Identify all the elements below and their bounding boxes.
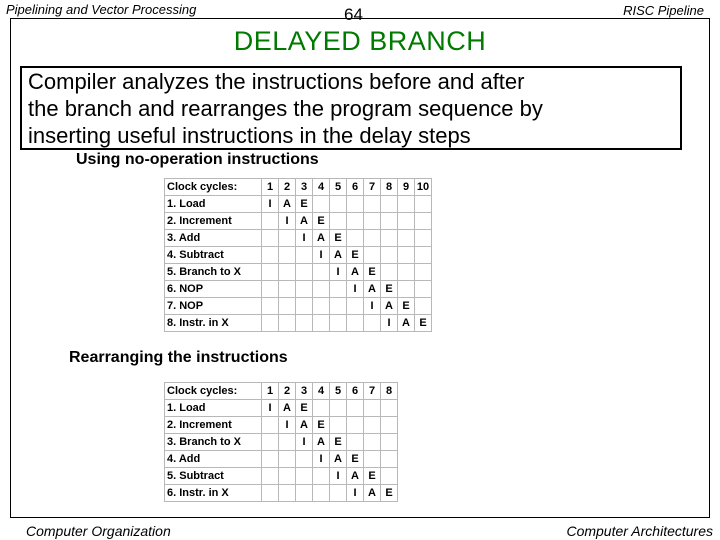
stage-cell — [279, 264, 296, 281]
stage-cell — [313, 196, 330, 213]
cycle-number: 3 — [296, 383, 313, 400]
stage-cell: E — [364, 468, 381, 485]
stage-cell: A — [381, 298, 398, 315]
stage-cell — [381, 213, 398, 230]
stage-cell — [279, 451, 296, 468]
stage-cell — [330, 281, 347, 298]
stage-cell: E — [347, 451, 364, 468]
stage-cell — [296, 264, 313, 281]
instruction-label: 1. Load — [165, 196, 262, 213]
cycle-number: 10 — [415, 179, 432, 196]
footer-left: Computer Organization — [26, 523, 171, 539]
stage-cell — [364, 196, 381, 213]
stage-cell: I — [262, 196, 279, 213]
stage-cell — [279, 468, 296, 485]
cycle-number: 4 — [313, 179, 330, 196]
summary-line-3: inserting useful instructions in the delay steps — [28, 123, 471, 148]
table-row — [165, 434, 398, 451]
stage-cell — [313, 264, 330, 281]
stage-cell: A — [313, 230, 330, 247]
stage-cell — [364, 417, 381, 434]
stage-cell — [381, 247, 398, 264]
cycle-number: 6 — [347, 383, 364, 400]
stage-cell — [313, 468, 330, 485]
instruction-label: 7. NOP — [165, 298, 262, 315]
stage-cell — [262, 485, 279, 502]
table-row — [165, 400, 398, 417]
nop-pipeline-table — [164, 178, 432, 332]
table-header-row — [165, 383, 398, 400]
stage-cell — [398, 247, 415, 264]
stage-cell — [347, 196, 364, 213]
summary-line-1: Compiler analyzes the instructions before and after — [28, 69, 525, 94]
table-row — [165, 196, 432, 213]
cycle-number: 7 — [364, 383, 381, 400]
stage-cell: E — [364, 264, 381, 281]
rearranged-pipeline-table — [164, 382, 398, 502]
stage-cell: E — [330, 230, 347, 247]
cycle-number: 7 — [364, 179, 381, 196]
stage-cell: A — [364, 281, 381, 298]
instruction-label: 6. Instr. in X — [165, 485, 262, 502]
instruction-label: 3. Add — [165, 230, 262, 247]
stage-cell — [279, 298, 296, 315]
stage-cell: A — [398, 315, 415, 332]
header-topic: RISC Pipeline — [623, 3, 704, 18]
stage-cell — [313, 281, 330, 298]
cycle-number: 5 — [330, 179, 347, 196]
stage-cell — [296, 298, 313, 315]
instruction-label: 3. Branch to X — [165, 434, 262, 451]
stage-cell: I — [296, 434, 313, 451]
stage-cell: I — [262, 400, 279, 417]
table-row — [165, 281, 432, 298]
instruction-label: 5. Branch to X — [165, 264, 262, 281]
stage-cell: A — [347, 264, 364, 281]
stage-cell: I — [381, 315, 398, 332]
stage-cell — [313, 315, 330, 332]
clock-cycles-label: Clock cycles: — [165, 383, 262, 400]
table-row — [165, 485, 398, 502]
stage-cell — [347, 417, 364, 434]
cycle-number: 2 — [279, 383, 296, 400]
slide-title: DELAYED BRANCH — [233, 26, 487, 56]
stage-cell — [279, 315, 296, 332]
table-row — [165, 230, 432, 247]
stage-cell — [415, 247, 432, 264]
cycle-number: 5 — [330, 383, 347, 400]
summary-box — [20, 66, 682, 150]
stage-cell — [415, 298, 432, 315]
instruction-label: 6. NOP — [165, 281, 262, 298]
stage-cell — [262, 264, 279, 281]
stage-cell: E — [415, 315, 432, 332]
stage-cell — [262, 281, 279, 298]
stage-cell: E — [313, 417, 330, 434]
clock-cycles-label: Clock cycles: — [165, 179, 262, 196]
stage-cell — [381, 264, 398, 281]
nop-section-heading: Using no-operation instructions — [76, 151, 319, 168]
table-row — [165, 417, 398, 434]
stage-cell — [262, 298, 279, 315]
stage-cell: A — [330, 451, 347, 468]
stage-cell — [262, 468, 279, 485]
stage-cell — [313, 400, 330, 417]
stage-cell — [381, 417, 398, 434]
table-header-row — [165, 179, 432, 196]
stage-cell: E — [296, 196, 313, 213]
stage-cell: I — [330, 264, 347, 281]
stage-cell: I — [313, 247, 330, 264]
stage-cell — [279, 247, 296, 264]
stage-cell: I — [364, 298, 381, 315]
stage-cell — [347, 213, 364, 230]
stage-cell — [415, 213, 432, 230]
stage-cell — [262, 451, 279, 468]
stage-cell — [364, 451, 381, 468]
stage-cell: A — [364, 485, 381, 502]
stage-cell — [398, 264, 415, 281]
stage-cell — [279, 485, 296, 502]
stage-cell: E — [296, 400, 313, 417]
header-course-title: Pipelining and Vector Processing — [6, 2, 197, 17]
stage-cell: E — [398, 298, 415, 315]
stage-cell: A — [347, 468, 364, 485]
instruction-label: 4. Subtract — [165, 247, 262, 264]
cycle-number: 6 — [347, 179, 364, 196]
stage-cell: I — [313, 451, 330, 468]
cycle-number: 9 — [398, 179, 415, 196]
stage-cell — [330, 485, 347, 502]
table-row — [165, 264, 432, 281]
stage-cell: E — [330, 434, 347, 451]
stage-cell — [262, 230, 279, 247]
stage-cell — [347, 400, 364, 417]
stage-cell — [330, 400, 347, 417]
stage-cell — [398, 213, 415, 230]
stage-cell — [330, 417, 347, 434]
stage-cell — [347, 230, 364, 247]
cycle-number: 1 — [262, 383, 279, 400]
stage-cell — [279, 230, 296, 247]
stage-cell — [364, 213, 381, 230]
stage-cell — [296, 451, 313, 468]
stage-cell: I — [279, 213, 296, 230]
stage-cell — [398, 281, 415, 298]
stage-cell: E — [381, 485, 398, 502]
stage-cell: E — [381, 281, 398, 298]
stage-cell: I — [347, 281, 364, 298]
instruction-label: 1. Load — [165, 400, 262, 417]
stage-cell — [330, 298, 347, 315]
stage-cell — [347, 298, 364, 315]
stage-cell — [262, 417, 279, 434]
stage-cell — [415, 264, 432, 281]
instruction-label: 4. Add — [165, 451, 262, 468]
stage-cell: I — [296, 230, 313, 247]
stage-cell: A — [296, 213, 313, 230]
cycle-number: 1 — [262, 179, 279, 196]
cycle-number: 3 — [296, 179, 313, 196]
stage-cell — [381, 434, 398, 451]
stage-cell — [398, 196, 415, 213]
table-row — [165, 298, 432, 315]
stage-cell — [313, 298, 330, 315]
footer-right: Computer Architectures — [566, 523, 713, 539]
stage-cell: A — [279, 400, 296, 417]
stage-cell: E — [313, 213, 330, 230]
stage-cell — [381, 451, 398, 468]
stage-cell — [364, 230, 381, 247]
summary-line-2: the branch and rearranges the program sequence by — [28, 96, 543, 121]
stage-cell: A — [313, 434, 330, 451]
instruction-label: 2. Increment — [165, 213, 262, 230]
stage-cell — [415, 281, 432, 298]
stage-cell — [364, 315, 381, 332]
stage-cell — [398, 230, 415, 247]
stage-cell — [364, 434, 381, 451]
stage-cell — [296, 315, 313, 332]
stage-cell — [330, 315, 347, 332]
stage-cell — [415, 196, 432, 213]
cycle-number: 8 — [381, 383, 398, 400]
stage-cell: A — [296, 417, 313, 434]
instruction-label: 2. Increment — [165, 417, 262, 434]
stage-cell — [296, 281, 313, 298]
instruction-label: 8. Instr. in X — [165, 315, 262, 332]
stage-cell: E — [347, 247, 364, 264]
table-row — [165, 315, 432, 332]
instruction-label: 5. Subtract — [165, 468, 262, 485]
stage-cell — [347, 434, 364, 451]
stage-cell: I — [330, 468, 347, 485]
stage-cell — [381, 468, 398, 485]
stage-cell — [330, 213, 347, 230]
stage-cell — [330, 196, 347, 213]
stage-cell — [347, 315, 364, 332]
cycle-number: 4 — [313, 383, 330, 400]
page-number: 64 — [344, 5, 363, 24]
stage-cell — [279, 434, 296, 451]
stage-cell — [262, 315, 279, 332]
rearranged-section-heading: Rearranging the instructions — [69, 349, 288, 366]
cycle-number: 8 — [381, 179, 398, 196]
stage-cell: A — [330, 247, 347, 264]
stage-cell: A — [279, 196, 296, 213]
table-row — [165, 468, 398, 485]
stage-cell — [381, 400, 398, 417]
stage-cell — [296, 468, 313, 485]
table-row — [165, 247, 432, 264]
stage-cell — [296, 485, 313, 502]
stage-cell — [262, 213, 279, 230]
stage-cell — [364, 400, 381, 417]
stage-cell — [381, 196, 398, 213]
stage-cell: I — [347, 485, 364, 502]
stage-cell — [262, 434, 279, 451]
stage-cell — [279, 281, 296, 298]
table-row — [165, 451, 398, 468]
cycle-number: 2 — [279, 179, 296, 196]
stage-cell — [296, 247, 313, 264]
stage-cell — [381, 230, 398, 247]
stage-cell — [262, 247, 279, 264]
stage-cell: I — [279, 417, 296, 434]
table-row — [165, 213, 432, 230]
stage-cell — [364, 247, 381, 264]
stage-cell — [415, 230, 432, 247]
stage-cell — [313, 485, 330, 502]
